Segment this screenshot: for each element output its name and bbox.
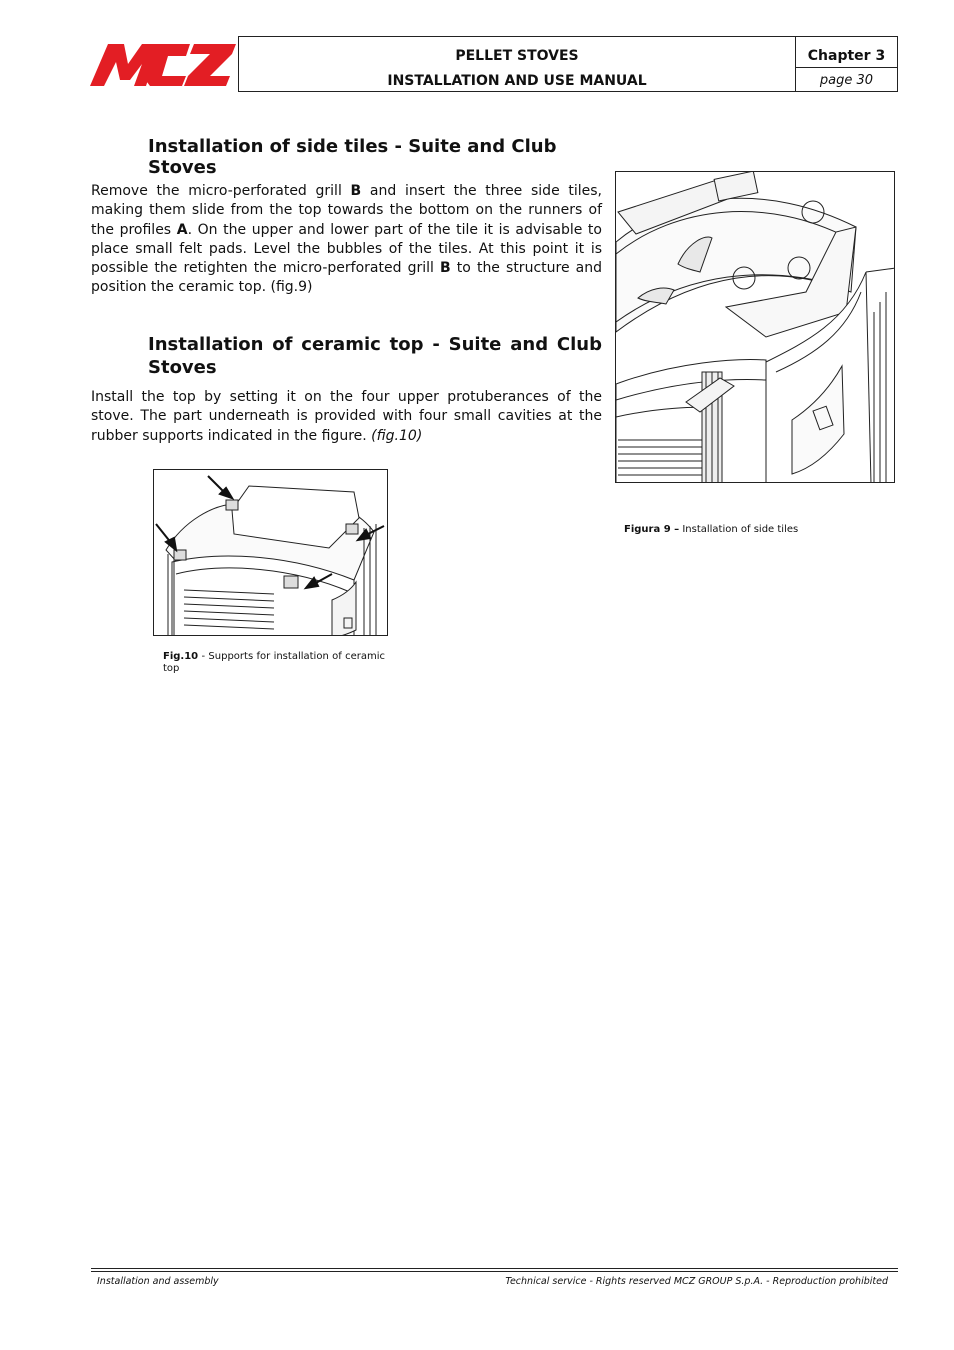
footer-rule: [91, 1268, 898, 1269]
figure-9-side-tiles-drawing: [615, 171, 895, 483]
text-line: possible the retighten the micro-perforated grill B to the structure and: [91, 260, 603, 277]
text-line: place small felt pads. Level the bubbles of the tiles. At this point it is: [91, 240, 602, 257]
paragraph-ceramic-top: [91, 388, 602, 446]
footer-rule: [91, 1271, 898, 1272]
section-heading-ceramic-top: Installation of ceramic top - Suite and Club Stoves: [148, 334, 602, 378]
text-line: making them slide from the top towards the bottom on the runners of: [91, 202, 602, 219]
figure-9-caption: Figura 9 – Installation of side tiles: [624, 524, 799, 535]
document-subtitle: INSTALLATION AND USE MANUAL: [387, 73, 647, 89]
header-title-box: [238, 36, 796, 92]
text-line: Remove the micro-perforated grill B and insert the three side tiles,: [91, 183, 603, 199]
header-chapter-box: [795, 36, 898, 92]
text-line: rubber supports indicated in the figure. (fig.10): [91, 427, 423, 444]
text-line: stove. The part underneath is provided with four small cavities at the: [91, 408, 602, 425]
section-heading-side-tiles: Installation of side tiles - Suite and Club Stoves: [148, 136, 557, 178]
footer-section-label: Installation and assembly: [97, 1276, 219, 1287]
mcz-logo: [90, 40, 236, 88]
paragraph-side-tiles: [91, 182, 602, 298]
text-line: position the ceramic top. (fig.9): [91, 279, 313, 296]
document-title: PELLET STOVES: [455, 48, 579, 64]
footer-rights-notice: Technical service - Rights reserved MCZ GROUP S.p.A. - Reproduction prohibited: [505, 1276, 888, 1287]
figure-10-ceramic-top-drawing: [153, 469, 388, 636]
text-line: Install the top by setting it on the four upper protuberances of the: [91, 389, 602, 405]
page-number: page 30: [819, 73, 874, 88]
header-divider: [796, 67, 897, 68]
figure-10-caption: Fig.10 - Supports for installation of ceramic top: [163, 651, 385, 674]
chapter-label: Chapter 3: [807, 48, 886, 64]
text-line: the profiles A. On the upper and lower part of the tile it is advisable to: [91, 221, 602, 238]
